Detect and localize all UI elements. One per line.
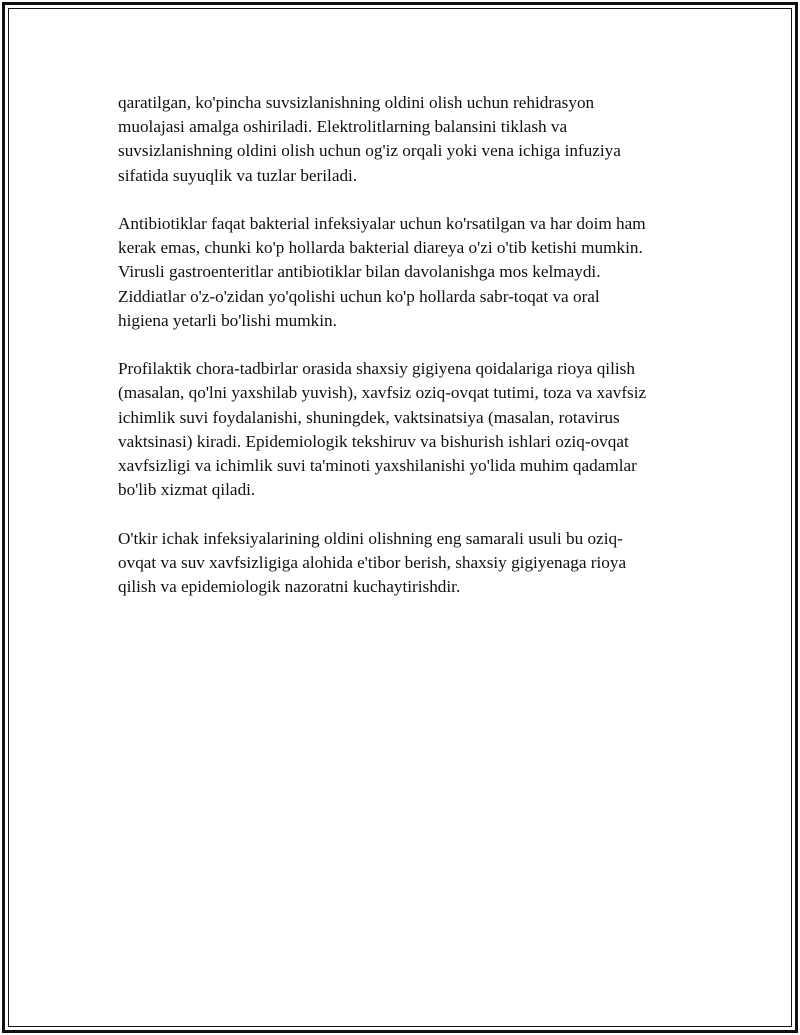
text-line: kerak emas, chunki ko'p hollarda bakterial diareya o'zi o'tib ketishi mumkin. <box>118 238 643 258</box>
document-body <box>118 91 693 623</box>
paragraph-3 <box>118 357 693 502</box>
text-line: Profilaktik chora-tadbirlar orasida shaxsiy gigiyena qoidalariga rioya qilish <box>118 359 635 379</box>
text-line: xavfsizligi va ichimlik suvi ta'minoti yaxshilanishi yo'lida muhim qadamlar <box>118 456 637 476</box>
text-line: suvsizlanishning oldini olish uchun og'iz orqali yoki vena ichiga infuziya <box>118 141 621 161</box>
text-line: vaktsinasi) kiradi. Epidemiologik tekshiruv va bishurish ishlari oziq-ovqat <box>118 431 629 451</box>
text-line: sifatida suyuqlik va tuzlar beriladi. <box>118 165 358 185</box>
text-line: qilish va epidemiologik nazoratni kuchaytirishdir. <box>118 577 461 597</box>
text-line: (masalan, qo'lni yaxshilab yuvish), xavfsiz oziq-ovqat tutimi, toza va xavfsiz <box>118 383 647 403</box>
text-line: qaratilgan, ko'pincha suvsizlanishning oldini olish uchun rehidrasyon <box>118 93 595 112</box>
paragraph-4 <box>118 527 693 600</box>
text-line: ovqat va suv xavfsizligiga alohida e'tibor berish, shaxsiy gigiyenaga rioya <box>118 552 627 572</box>
text-line: bo'lib xizmat qiladi. <box>118 480 256 500</box>
text-line: ichimlik suvi foydalanishi, shuningdek, vaktsinatsiya (masalan, rotavirus <box>118 407 620 427</box>
text-line: higiena yetarli bo'lishi mumkin. <box>118 310 337 330</box>
text-line: Ziddiatlar o'z-o'zidan yo'qolishi uchun ko'p hollarda sabr-toqat va oral <box>118 286 600 306</box>
paragraph-1 <box>118 91 693 188</box>
text-line: Antibiotiklar faqat bakterial infeksiyalar uchun ko'rsatilgan va har doim ham <box>118 214 646 233</box>
text-line: muolajasi amalga oshiriladi. Elektrolitlarning balansini tiklash va <box>118 117 568 137</box>
text-line: Virusli gastroenteritlar antibiotiklar bilan davolanishga mos kelmaydi. <box>118 262 601 282</box>
paragraph-2 <box>118 212 693 333</box>
text-line: O'tkir ichak infeksiyalarining oldini olishning eng samarali usuli bu oziq- <box>118 528 623 548</box>
